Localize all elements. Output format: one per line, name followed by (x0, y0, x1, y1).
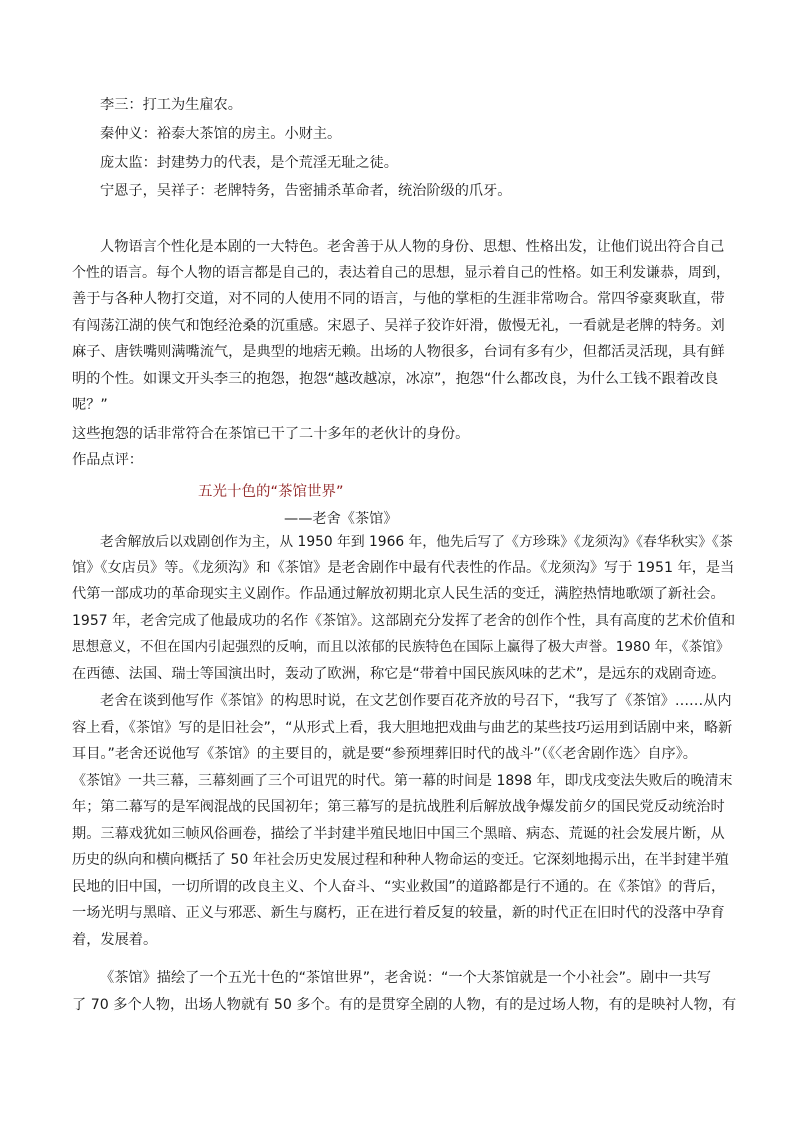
paragraph-line: 耳目。”老舍还说他写《茶馆》的主要目的，就是要“参预埋葬旧时代的战斗”（《〈老舍剧作选〉自序》。 (72, 746, 697, 762)
paragraph-line: 明的个性。如课文开头李三的抱怨，抱怨“越改越凉，冰凉”，抱怨“什么都改良，为什么工钱不跟着改良 (72, 371, 719, 387)
paragraph-line: 呢？” (72, 397, 108, 413)
paragraph-line: 民地的旧中国，一切所谓的改良主义、个人奋斗、“实业救国”的道路都是行不通的。在《茶馆》的背后， (72, 879, 726, 895)
paragraph-line: 容上看，《茶馆》写的是旧社会”，“从形式上看，我大胆地把戏曲与曲艺的某些技巧运用到话剧中来，略新 (72, 720, 733, 736)
character-line: 秦仲义：裕泰大茶馆的房主。小财主。 (100, 126, 342, 142)
paragraph-line: 年；第二幕写的是军阀混战的民国初年；第三幕写的是抗战胜利后解放战争爆发前夕的国民党反动统治时 (72, 799, 725, 815)
paragraph-line: 思想意义，不但在国内引起强烈的反响，而且以浓郁的民族特色在国际上赢得了极大声誉。1980 年，《茶馆》 (72, 639, 730, 655)
paragraph-line: 代第一部成功的革命现实主义剧作。作品通过解放初期北京人民生活的变迁，满腔热情地歌颂了新社会。 (72, 586, 725, 602)
paragraph-line: 个性的语言。每个人物的语言都是自己的，表达着自己的思想，显示着自己的性格。如王利发谦恭，周到， (72, 265, 730, 281)
paragraph-line: 历史的纵向和横向概括了 50 年社会历史发展过程和种种人物命运的变迁。它深刻地揭示出，在半封建半殖 (72, 852, 729, 868)
article-title: 五光十色的“茶馆世界” (198, 484, 344, 500)
character-line: 庞太监：封建势力的代表，是个荒淫无耻之徒。 (100, 155, 398, 171)
paragraph-line: 期。三幕戏犹如三帧风俗画卷，描绘了半封建半殖民地旧中国三个黑暗、病态、荒诞的社会发展片断，从 (72, 826, 725, 842)
paragraph-line: 1957 年，老舍完成了他最成功的名作《茶馆》。这部剧充分发挥了老舍的创作个性，具有高度的艺术价值和 (72, 613, 736, 629)
paragraph-line: 善于与各种人物打交道，对不同的人使用不同的语言，与他的掌柜的生涯非常吻合。常四爷豪爽耿直，带 (72, 291, 725, 307)
paragraph-line: 老舍在谈到他写作《茶馆》的构思时说，在文艺创作要百花齐放的号召下，“我写了《茶馆》……从内 (100, 693, 732, 709)
paragraph-line: 《茶馆》一共三幕，三幕刻画了三个可诅咒的时代。第一幕的时间是 1898 年，即戊戌变法失败后的晚清末 (72, 773, 733, 789)
paragraph-line: 有闯荡江湖的侠气和饱经沧桑的沉重感。宋恩子、吴祥子狡诈奸滑，傲慢无礼，一看就是老牌的特务。刘 (72, 318, 725, 334)
paragraph-line: 在西德、法国、瑞士等国演出时，轰动了欧洲，称它是“带着中国民族风味的艺术”，是远东的戏剧奇迹。 (72, 666, 726, 682)
section-label: 作品点评： (72, 452, 143, 468)
paragraph-line: 《茶馆》描绘了一个五光十色的“茶馆世界”，老舍说：“一个大茶馆就是一个小社会”。剧中一共写 (100, 970, 712, 986)
paragraph-line: 人物语言个性化是本剧的一大特色。老舍善于从人物的身份、思想、性格出发，让他们说出符合自己 (100, 239, 725, 255)
paragraph-line: 一场光明与黑暗、正义与邪恶、新生与腐朽，正在进行着反复的较量，新的时代正在旧时代的没落中孕育 (72, 905, 725, 921)
paragraph-line: 了 70 多个人物，出场人物就有 50 多个。有的是贯穿全剧的人物，有的是过场人物，有的是映衬人物，有 (72, 997, 737, 1013)
character-line: 李三：打工为生雇农。 (100, 97, 242, 113)
character-line: 宁恩子，吴祥子：老牌特务，告密捕杀革命者，统治阶级的爪牙。 (100, 183, 512, 199)
article-author: ——老舍《茶馆》 (284, 511, 398, 527)
summary-line: 这些抱怨的话非常符合在茶馆已干了二十多年的老伙计的身份。 (72, 426, 470, 442)
paragraph-line: 馆》《女店员》等。《龙须沟》和《茶馆》是老舍剧作中最有代表性的作品。《龙须沟》写于 1951 年，是当 (72, 560, 735, 576)
paragraph-line: 老舍解放后以戏剧创作为主，从 1950 年到 1966 年，他先后写了《方珍珠》《龙须沟》《春华秋实》《茶 (100, 534, 733, 550)
paragraph-line: 麻子、唐铁嘴则满嘴流气，是典型的地痞无赖。出场的人物很多，台词有多有少，但都活灵活现，具有鲜 (72, 344, 725, 360)
paragraph-line: 着，发展着。 (72, 932, 158, 948)
